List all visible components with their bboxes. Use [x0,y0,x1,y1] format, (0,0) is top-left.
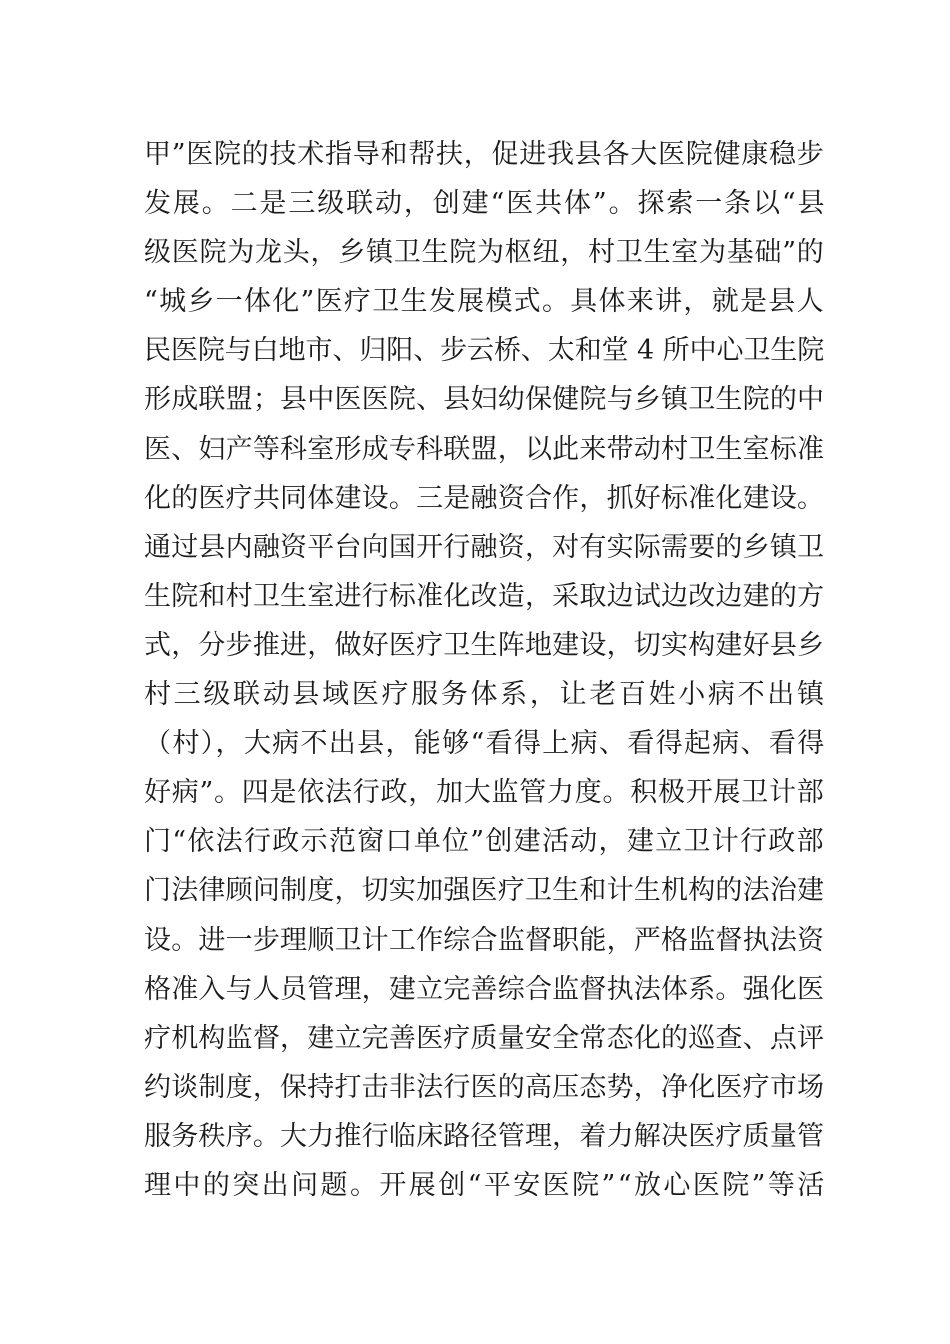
text-line: 好病”。四是依法行政，加大监管力度。积极开展卫计部 [144,777,825,809]
text-line: （村），大病不出县，能够“看得上病、看得起病、看得 [144,728,826,760]
text-line: 门法律顾问制度，切实加强医疗卫生和计生机构的法治建 [144,875,825,907]
text-line: 生院和村卫生室进行标准化改造，采取边试边改边建的方 [144,580,825,612]
text-line: 疗机构监督，建立完善医疗质量安全常态化的巡查、点评 [144,1022,825,1054]
text-line: 格准入与人员管理，建立完善综合监督执法体系。强化医 [144,973,825,1005]
body-text [144,130,827,1210]
text-line: 化的医疗共同体建设。三是融资合作，抓好标准化建设。 [144,482,825,514]
text-line: 民医院与白地市、归阳、步云桥、太和堂 4 所中心卫生院 [144,335,825,367]
text-line: 设。进一步理顺卫计工作综合监督职能，严格监督执法资 [144,924,825,956]
text-line: 发展。二是三级联动，创建“医共体”。探索一条以“县 [144,188,827,220]
text-line: 式，分步推进，做好医疗卫生阵地建设，切实构建好县乡 [144,629,825,661]
text-line: 理中的突出问题。开展创“平安医院”“放心医院”等活 [144,1169,827,1201]
text-line: 约谈制度，保持打击非法行医的高压态势，净化医疗市场 [144,1071,825,1103]
text-line: 医、妇产等科室形成专科联盟，以此来带动村卫生室标准 [144,433,825,465]
text-line: 级医院为龙头，乡镇卫生院为枢纽，村卫生室为基础”的 [144,237,825,269]
text-line: “城乡一体化”医疗卫生发展模式。具体来讲，就是县人 [144,286,825,318]
text-line: 服务秩序。大力推行临床路径管理，着力解决医疗质量管 [144,1120,825,1152]
text-line: 甲”医院的技术指导和帮扶，促进我县各大医院健康稳步 [144,139,825,170]
text-line: 村三级联动县域医疗服务体系，让老百姓小病不出镇 [144,679,827,711]
text-line: 门“依法行政示范窗口单位”创建活动，建立卫计行政部 [144,826,825,858]
text-line: 形成联盟；县中医医院、县妇幼保健院与乡镇卫生院的中 [144,384,825,416]
text-line: 通过县内融资平台向国开行融资，对有实际需要的乡镇卫 [144,531,825,563]
